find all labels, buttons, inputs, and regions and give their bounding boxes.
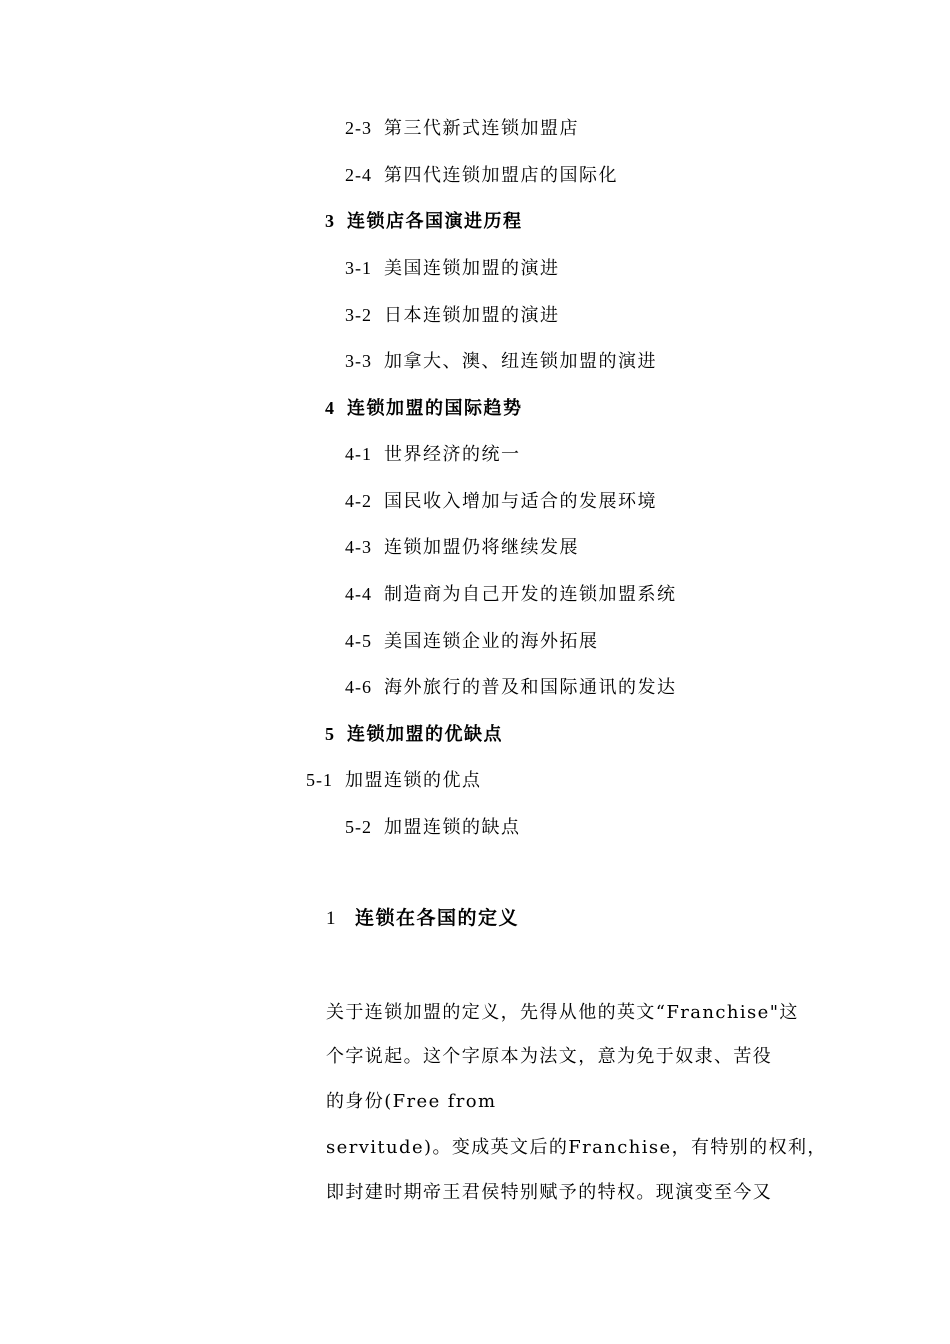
toc-entry-title: 海外旅行的普及和国际通讯的发达 [384,677,677,698]
toc-entry-number: 4 [325,398,335,418]
toc-entry-number: 4-1 [345,444,372,464]
paragraph-line: servitude)。变成英文后的Franchise，有特别的权利， [326,1137,827,1158]
toc-entry-number: 4-6 [345,677,372,697]
toc-entry-title: 第三代新式连锁加盟店 [384,118,579,139]
toc-entry-title: 加盟连锁的缺点 [384,817,521,838]
toc-entry-title: 美国连锁加盟的演进 [384,258,560,279]
toc-entry [325,396,523,421]
toc-entry [345,815,521,840]
toc-entry [345,116,579,141]
section-title: 连锁在各国的定义 [355,907,520,929]
toc-entry-title: 美国连锁企业的海外拓展 [384,631,599,652]
paragraph-line: 关于连锁加盟的定义，先得从他的英文“Franchise"这 [326,1002,799,1023]
toc-entry-number: 3-2 [345,305,372,325]
toc-entry-title: 连锁加盟的优缺点 [347,724,503,745]
toc-entry-number: 3-1 [345,258,372,278]
toc-entry-number: 4-5 [345,631,372,651]
toc-entry-title: 世界经济的统一 [384,444,521,465]
toc-entry [345,303,560,328]
toc-entry-number: 5-1 [306,770,333,790]
toc-entry [345,582,677,607]
paragraph-line: 的身份(Free from [326,1091,497,1112]
toc-entry [306,768,482,793]
toc-entry-title: 连锁加盟仍将继续发展 [384,537,579,558]
toc-entry [345,256,560,281]
toc-entry-title: 连锁加盟的国际趋势 [347,398,523,419]
toc-entry-title: 加拿大、澳、纽连锁加盟的演进 [384,351,657,372]
toc-entry-number: 2-4 [345,165,372,185]
toc-entry-title: 第四代连锁加盟店的国际化 [384,165,618,186]
toc-entry [345,535,579,560]
toc-entry-title: 国民收入增加与适合的发展环境 [384,491,657,512]
section-number: 1 [326,908,337,929]
toc-entry [345,489,657,514]
toc-entry-number: 4-3 [345,537,372,557]
toc-entry-number: 4-2 [345,491,372,511]
toc-entry [345,675,677,700]
toc-entry [345,163,618,188]
toc-entry [325,722,503,747]
toc-entry-title: 日本连锁加盟的演进 [384,305,560,326]
toc-entry [345,442,521,467]
section-heading [326,904,519,933]
toc-entry-number: 3-3 [345,351,372,371]
toc-entry-number: 3 [325,211,335,231]
toc-entry-number: 5 [325,724,335,744]
paragraph-line: 即封建时期帝王君侯特别赋予的特权。现演变至今又 [326,1182,773,1203]
toc-entry-title: 制造商为自己开发的连锁加盟系统 [384,584,677,605]
toc-entry-number: 2-3 [345,118,372,138]
toc-entry-number: 5-2 [345,817,372,837]
toc-entry-number: 4-4 [345,584,372,604]
toc-entry-title: 连锁店各国演进历程 [347,211,523,232]
paragraph-line: 个字说起。这个字原本为法文，意为免于奴隶、苦役 [326,1046,773,1067]
toc-entry [325,209,523,234]
toc-entry [345,349,657,374]
toc-entry [345,629,599,654]
toc-entry-title: 加盟连锁的优点 [345,770,482,791]
